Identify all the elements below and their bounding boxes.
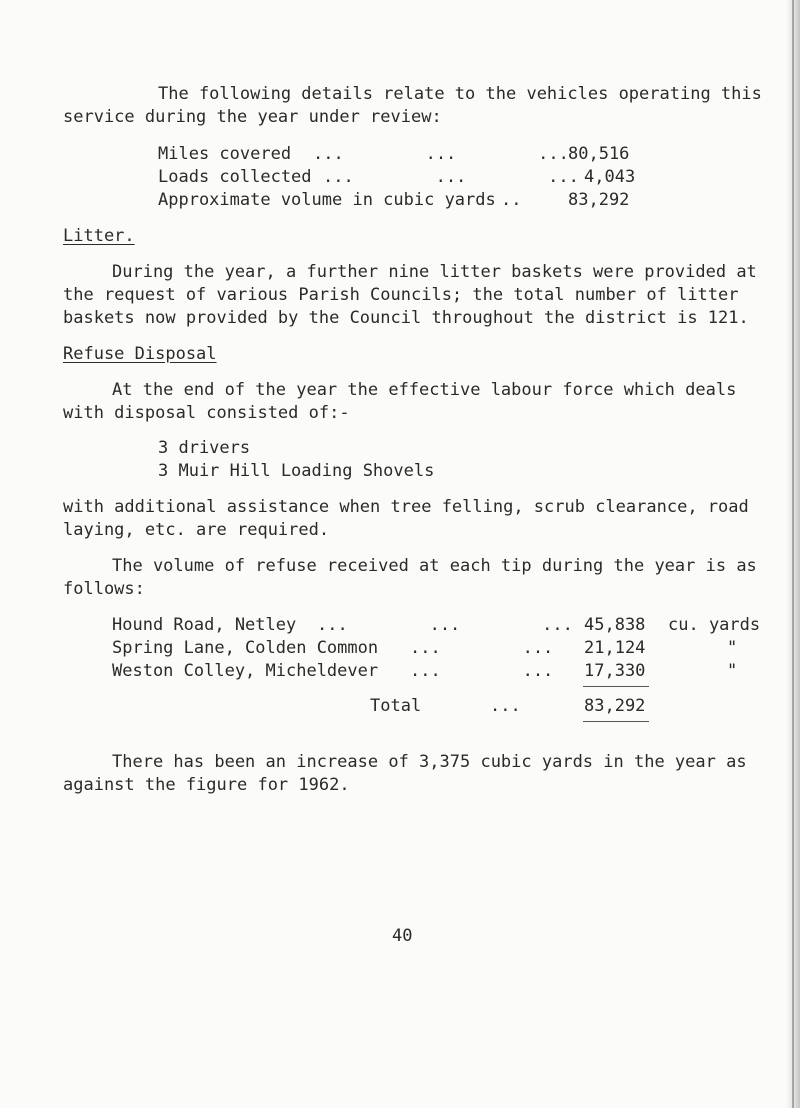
tip-dots: ... ... ... <box>317 615 573 635</box>
tip-value: 21,124 <box>584 638 646 658</box>
stat-value: 83,292 <box>568 190 630 210</box>
total-dots: ... <box>490 696 521 716</box>
stat-label: Loads collected <box>158 167 312 187</box>
stat-label: Miles covered <box>158 144 292 164</box>
total-value: 83,292 <box>584 696 646 716</box>
page-edge-line <box>792 0 794 1108</box>
total-rule-bottom <box>583 721 649 722</box>
refuse-heading: Refuse Disposal <box>63 344 217 364</box>
tips-line-1: The volume of refuse received at each tip during the year is as <box>112 556 757 576</box>
refuse-line-4: laying, etc. are required. <box>63 520 330 540</box>
tip-unit: " <box>727 661 738 681</box>
litter-line-1: During the year, a further nine litter baskets were provided at <box>112 262 757 282</box>
litter-line-3: baskets now provided by the Council throughout the district is 121. <box>63 308 749 328</box>
total-rule-top <box>583 686 649 687</box>
increase-line-2: against the figure for 1962. <box>63 775 350 795</box>
tip-row <box>112 638 772 658</box>
tip-unit: " <box>727 638 738 658</box>
tip-unit: cu. yards <box>668 615 761 635</box>
page-number: 40 <box>392 926 413 946</box>
increase-line-1: There has been an increase of 3,375 cubic yards in the year as <box>112 752 747 772</box>
stat-row-miles <box>158 144 758 164</box>
stat-value: 80,516 <box>568 144 630 164</box>
tip-row <box>112 615 772 635</box>
stat-dots: ... ... ... <box>323 167 579 187</box>
tip-name: Spring Lane, Colden Common <box>112 638 379 658</box>
stat-row-loads <box>158 167 758 187</box>
refuse-line-3: with additional assistance when tree felling, scrub clearance, road <box>63 497 749 517</box>
tip-total-row <box>112 696 772 716</box>
refuse-line-2: with disposal consisted of:- <box>63 403 350 423</box>
stat-row-volume <box>158 190 758 210</box>
total-label: Total <box>370 696 422 716</box>
staff-item: 3 Muir Hill Loading Shovels <box>158 461 435 481</box>
tip-row <box>112 661 772 681</box>
staff-item: 3 drivers <box>158 438 251 458</box>
litter-line-2: the request of various Parish Councils; the total number of litter <box>63 285 739 305</box>
tips-line-2: follows: <box>63 579 145 599</box>
tip-value: 45,838 <box>584 615 646 635</box>
tip-name: Hound Road, Netley <box>112 615 297 635</box>
intro-line-1: The following details relate to the vehicles operating this <box>158 84 762 104</box>
tip-dots: ... ... <box>410 661 554 681</box>
tip-dots: ... ... <box>410 638 554 658</box>
refuse-line-1: At the end of the year the effective labour force which deals <box>112 380 737 400</box>
tip-name: Weston Colley, Micheldever <box>112 661 379 681</box>
intro-line-2: service during the year under review: <box>63 107 442 127</box>
stat-label: Approximate volume in cubic yards <box>158 190 496 210</box>
litter-heading: Litter. <box>63 226 135 246</box>
stat-dots: ... ... ... <box>313 144 569 164</box>
stat-dots: .. <box>501 190 522 210</box>
tip-value: 17,330 <box>584 661 646 681</box>
stat-value: 4,043 <box>584 167 636 187</box>
